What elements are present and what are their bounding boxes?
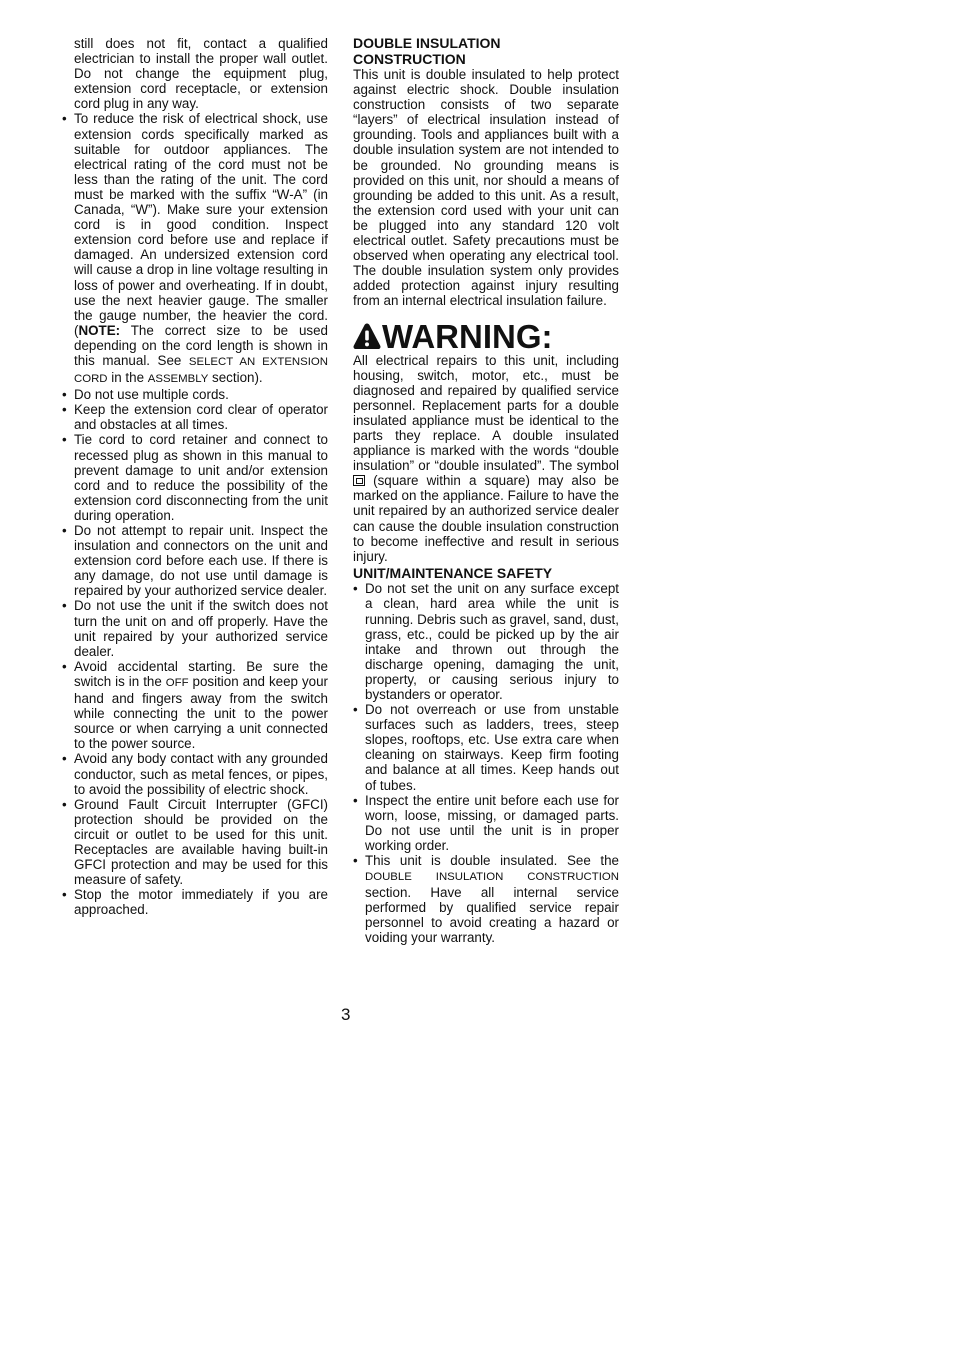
list-item: • Keep the extension cord clear of operator and obstacles at all times. xyxy=(62,402,328,432)
section-reference: DOUBLE INSULATION CONSTRUCTION xyxy=(365,871,619,884)
intro-paragraph: still does not fit, contact a qualified electrician to install the proper wall outlet. Do not change the equipment plug, extension cord receptacle, or extension cord plug in any way. xyxy=(74,36,328,112)
heading-line: DOUBLE INSULATION xyxy=(353,35,501,51)
list-item xyxy=(62,659,328,752)
double-insulation-symbol-icon xyxy=(353,475,365,486)
maintenance-safety-list xyxy=(353,581,619,945)
list-item: • Do not attempt to repair unit. Inspect the insulation and connectors on the unit and extension cord before each use. If there is any damage, do not use until damage is repaired by your authorized service dealer. xyxy=(62,523,328,598)
warning-paragraph xyxy=(353,353,619,564)
list-item-text: section. Have all internal service performed by qualified service repair personnel to avoid creating a hazard or voiding your warranty. xyxy=(365,885,619,946)
list-item-text: section). xyxy=(208,370,263,386)
list-item-text: This unit is double insulated. See the xyxy=(365,853,619,868)
note-label: NOTE: xyxy=(78,322,121,338)
double-insulation-paragraph: This unit is double insulated to help protect against electric shock. Double insulation construction consists of two separate “layers” of electrical insulation instead of grounding. Tools and appliances built with a double insulation system are not intended to be grounded. No grounding means is provided on this unit, nor should a means of grounding be added to this unit. As a result, the extension cord used with your unit can be plugged into any standard 120 volt electrical outlet. Safety precautions must be observed when operating any electrical tool. The double insulation system only provides added protection against injury resulting from an internal electrical insulation failure. xyxy=(353,67,619,309)
list-item: • Inspect the entire unit before each use for worn, loose, missing, or damaged parts. Do not use until the unit is in proper working order. xyxy=(353,793,619,853)
electrical-safety-list xyxy=(62,111,328,917)
list-item: • Do not use the unit if the switch does not turn the unit on and off properly. Have the unit repaired by your authorized service dealer. xyxy=(62,598,328,658)
list-item: • Do not set the unit on any surface except a clean, hard area while the unit is running. Debris such as gravel, sand, dust, grass, etc., could be picked up by the air intake and thrown out through the discharge opening, damaging the unit, property, or causing serious injury to bystanders or operator. xyxy=(353,581,619,702)
list-item-text: in the xyxy=(107,370,148,386)
list-item-text: To reduce the risk of electrical shock, use extension cords specifically marked as suitable for outdoor appliances. The electrical rating of the cord must not be less than the rating of the unit. The cord must be marked with the suffix “W-A” (in Canada, “W”). Make sure your extension cord is in good condition. Inspect extension cord before use and replace if damaged. An undersized extension cord will cause a drop in line voltage resulting in loss of power and overheating. If in doubt, use the next heavier gauge. The smaller the gauge number, the heavier the cord. ( xyxy=(74,111,328,338)
list-item-text: The correct size to be used depending on the cord length is shown in this manual. See xyxy=(74,322,328,368)
list-item: • Ground Fault Circuit Interrupter (GFCI) protection should be provided on the circuit or outlet to be used for this unit. Receptacles are available having built-in GFCI protection and may be used for this measure of safety. xyxy=(62,797,328,888)
warning-text: All electrical repairs to this unit, including housing, switch, motor, etc., must be diagnosed and repaired by qualified service personnel. Replacement parts for a double insulated appliance must be identical to the parts they replace. A double insulated appliance is marked with the words “double insulation” or “double insulated”. The symbol xyxy=(353,352,619,474)
right-column xyxy=(353,36,619,946)
list-item: • Stop the motor immediately if you are approached. xyxy=(62,887,328,917)
list-item: • Tie cord to cord retainer and connect to recessed plug as shown in this manual to prevent damage to unit and/or extension cord and to reduce the possibility of the extension cord disconnecting from the unit during operation. xyxy=(62,432,328,523)
unit-maintenance-safety-heading: UNIT/MAINTENANCE SAFETY xyxy=(353,564,553,581)
section-reference: SELECT AN EXTENSION CORD xyxy=(74,355,328,386)
list-item xyxy=(62,111,328,387)
switch-position-label: OFF xyxy=(165,676,189,689)
list-item-text: position and keep your hand and fingers away from the switch while connecting the unit to the power source or when carrying a unit connected to the power source. xyxy=(74,673,329,752)
list-item xyxy=(353,853,619,946)
section-reference: ASSEMBLY xyxy=(147,373,209,386)
double-insulation-heading xyxy=(353,36,619,67)
warning-title: WARNING: xyxy=(382,317,553,355)
left-column xyxy=(62,36,328,917)
warning-heading xyxy=(353,317,619,353)
list-item-text: Avoid accidental starting. Be sure the switch is in the xyxy=(74,658,328,689)
list-item: • Do not overreach or use from unstable surfaces such as ladders, trees, steep slopes, rooftops, etc. Use extra care when cleaning on stairways. Keep firm footing and balance at all times. Keep hands out of tubes. xyxy=(353,702,619,793)
page-number: 3 xyxy=(341,1005,351,1024)
heading-line: CONSTRUCTION xyxy=(353,50,466,67)
list-item: • Do not use multiple cords. xyxy=(62,387,328,402)
warning-triangle-icon xyxy=(353,322,381,350)
warning-text: (square within a square) may also be marked on the appliance. Failure to have the unit repaired by an authorized service dealer can cause the double insulation construction to become ineffective and result in serious injury. xyxy=(353,473,619,564)
list-item: • Avoid any body contact with any grounded conductor, such as metal fences, or pipes, to avoid the possibility of electric shock. xyxy=(62,751,328,796)
